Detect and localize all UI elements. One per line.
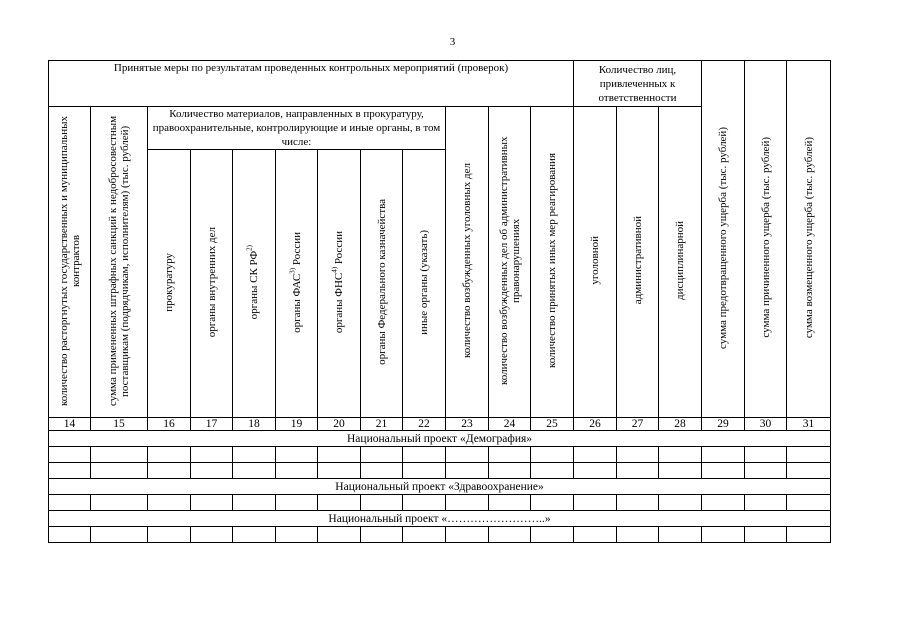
col26-header bbox=[574, 107, 617, 418]
col18-header bbox=[233, 150, 276, 418]
col21-header bbox=[361, 150, 403, 418]
project-row bbox=[49, 431, 831, 447]
data-cell bbox=[745, 527, 787, 543]
data-cell bbox=[191, 447, 233, 463]
data-cell bbox=[91, 495, 148, 511]
col20-text: органы ФНС bbox=[333, 272, 345, 334]
col27-header bbox=[617, 107, 659, 418]
col16-label: прокуратуру bbox=[163, 252, 175, 312]
data-cell bbox=[361, 463, 403, 479]
data-cell bbox=[318, 495, 361, 511]
data-cell bbox=[91, 447, 148, 463]
data-row bbox=[49, 447, 831, 463]
col31-label: сумма возмещенного ущерба (тыс. рублей) bbox=[802, 136, 815, 339]
col30-header bbox=[745, 61, 787, 418]
col24-label: количество возбужденных дел об административных правонарушениях bbox=[497, 136, 522, 385]
col15-header bbox=[91, 107, 148, 418]
column-number: 26 bbox=[574, 418, 617, 431]
col20-tail: России bbox=[333, 230, 345, 267]
col20-footnote: 4) bbox=[330, 266, 339, 273]
data-cell bbox=[659, 527, 702, 543]
data-cell bbox=[49, 447, 91, 463]
data-cell bbox=[531, 495, 574, 511]
data-cell bbox=[787, 463, 831, 479]
data-row bbox=[49, 463, 831, 479]
data-cell bbox=[531, 463, 574, 479]
column-number: 15 bbox=[91, 418, 148, 431]
data-cell bbox=[446, 495, 489, 511]
data-cell bbox=[148, 447, 191, 463]
report-table bbox=[48, 60, 831, 543]
data-row bbox=[49, 495, 831, 511]
data-cell bbox=[276, 495, 318, 511]
data-cell bbox=[745, 463, 787, 479]
data-cell bbox=[49, 527, 91, 543]
data-cell bbox=[787, 447, 831, 463]
data-cell bbox=[531, 447, 574, 463]
column-number: 17 bbox=[191, 418, 233, 431]
data-cell bbox=[617, 495, 659, 511]
column-number: 21 bbox=[361, 418, 403, 431]
column-number: 14 bbox=[49, 418, 91, 431]
data-cell bbox=[617, 447, 659, 463]
data-cell bbox=[489, 447, 531, 463]
data-cell bbox=[702, 447, 745, 463]
persons-header-text: Количество лиц, привлеченных к ответственности bbox=[598, 63, 677, 104]
data-cell bbox=[49, 463, 91, 479]
col29-header bbox=[702, 61, 745, 418]
data-cell bbox=[361, 447, 403, 463]
col31-header bbox=[787, 61, 831, 418]
data-cell bbox=[49, 495, 91, 511]
column-number: 18 bbox=[233, 418, 276, 431]
data-cell bbox=[446, 447, 489, 463]
materials-header bbox=[148, 107, 446, 150]
col28-header bbox=[659, 107, 702, 418]
page-number: 3 bbox=[449, 36, 456, 48]
data-cell bbox=[148, 527, 191, 543]
data-cell bbox=[702, 527, 745, 543]
col16-header bbox=[148, 150, 191, 418]
column-number: 16 bbox=[148, 418, 191, 431]
data-cell bbox=[191, 527, 233, 543]
data-cell bbox=[403, 447, 446, 463]
data-cell bbox=[659, 447, 702, 463]
data-cell bbox=[787, 495, 831, 511]
column-number: 30 bbox=[745, 418, 787, 431]
col14-header bbox=[49, 107, 91, 418]
data-cell bbox=[148, 463, 191, 479]
column-number: 31 bbox=[787, 418, 831, 431]
data-cell bbox=[574, 527, 617, 543]
col25-header bbox=[531, 107, 574, 418]
data-cell bbox=[191, 495, 233, 511]
data-cell bbox=[233, 527, 276, 543]
project-row bbox=[49, 511, 831, 527]
project-title: Национальный проект «Демография» bbox=[49, 431, 831, 447]
col20-label bbox=[330, 230, 345, 334]
col23-label: количество возбужденных уголовных дел bbox=[461, 162, 473, 359]
data-cell bbox=[191, 463, 233, 479]
col17-header bbox=[191, 150, 233, 418]
col24-header bbox=[489, 107, 531, 418]
col18-text: органы СК РФ bbox=[248, 250, 260, 320]
data-cell bbox=[574, 495, 617, 511]
data-cell bbox=[446, 527, 489, 543]
data-cell bbox=[787, 527, 831, 543]
data-cell bbox=[617, 527, 659, 543]
data-cell bbox=[361, 527, 403, 543]
data-cell bbox=[233, 495, 276, 511]
col22-header bbox=[403, 150, 446, 418]
data-cell bbox=[91, 527, 148, 543]
data-cell bbox=[233, 463, 276, 479]
data-row bbox=[49, 527, 831, 543]
column-number: 28 bbox=[659, 418, 702, 431]
col22-label: иные органы (указать) bbox=[418, 229, 430, 335]
col19-footnote: 3) bbox=[287, 267, 296, 274]
col20-header bbox=[318, 150, 361, 418]
data-cell bbox=[489, 463, 531, 479]
col15-label: сумма примененных штрафных санкций к недобросовестным поставщикам (подрядчикам, исполнителям) (тыс. рублей) bbox=[107, 115, 131, 406]
data-cell bbox=[745, 447, 787, 463]
data-cell bbox=[745, 495, 787, 511]
data-cell bbox=[361, 495, 403, 511]
col30-label: сумма причиненного ущерба (тыс. рублей) bbox=[759, 137, 772, 338]
data-cell bbox=[276, 527, 318, 543]
data-cell bbox=[318, 527, 361, 543]
col19-text: органы ФАС bbox=[290, 273, 303, 333]
project-title: Национальный проект «Здравоохранение» bbox=[49, 479, 831, 495]
column-number: 23 bbox=[446, 418, 489, 431]
data-cell bbox=[659, 495, 702, 511]
col29-label: сумма предотвращенного ущерба (тыс. рублей) bbox=[717, 126, 730, 349]
data-cell bbox=[574, 447, 617, 463]
materials-header-text: Количество материалов, направленных в прокуратуру, правоохранительные, контролирующие и иные органы, в том числе: bbox=[152, 108, 441, 148]
data-cell bbox=[233, 447, 276, 463]
col25-label: количество принятых иных мер реагирования bbox=[546, 153, 558, 368]
data-cell bbox=[148, 495, 191, 511]
col14-label: количество расторгнутых государственных и муниципальных контрактов bbox=[57, 115, 82, 406]
data-cell bbox=[531, 527, 574, 543]
col18-label bbox=[245, 244, 260, 320]
data-cell bbox=[659, 463, 702, 479]
data-cell bbox=[91, 463, 148, 479]
data-cell bbox=[276, 447, 318, 463]
data-cell bbox=[702, 463, 745, 479]
data-cell bbox=[318, 463, 361, 479]
data-cell bbox=[403, 463, 446, 479]
column-number: 20 bbox=[318, 418, 361, 431]
data-cell bbox=[574, 463, 617, 479]
column-number: 29 bbox=[702, 418, 745, 431]
data-cell bbox=[446, 463, 489, 479]
column-number-row bbox=[49, 418, 831, 431]
column-number: 25 bbox=[531, 418, 574, 431]
data-cell bbox=[702, 495, 745, 511]
data-cell bbox=[489, 495, 531, 511]
data-cell bbox=[617, 463, 659, 479]
col17-label: органы внутренних дел bbox=[205, 226, 218, 338]
col19-header bbox=[276, 150, 318, 418]
project-title: Национальный проект «……………………..» bbox=[49, 511, 831, 527]
col21-label: органы Федерального казначейства bbox=[375, 199, 388, 365]
col23-header bbox=[446, 107, 489, 418]
measures-header bbox=[49, 61, 574, 107]
col19-label bbox=[287, 231, 303, 333]
column-number: 27 bbox=[617, 418, 659, 431]
project-row bbox=[49, 479, 831, 495]
data-cell bbox=[318, 447, 361, 463]
col26-label: уголовной bbox=[589, 236, 602, 285]
data-cell bbox=[403, 495, 446, 511]
measures-header-text: Принятые меры по результатам проведенных контрольных мероприятий (проверок) bbox=[113, 62, 509, 74]
column-number: 19 bbox=[276, 418, 318, 431]
column-number: 24 bbox=[489, 418, 531, 431]
col27-label: административной bbox=[631, 216, 644, 305]
column-number: 22 bbox=[403, 418, 446, 431]
col28-label: дисциплинарной bbox=[674, 221, 687, 300]
data-cell bbox=[489, 527, 531, 543]
data-cell bbox=[403, 527, 446, 543]
col18-footnote: 2) bbox=[245, 244, 254, 251]
col19-tail: России bbox=[290, 231, 303, 268]
persons-header bbox=[574, 61, 702, 107]
data-cell bbox=[276, 463, 318, 479]
